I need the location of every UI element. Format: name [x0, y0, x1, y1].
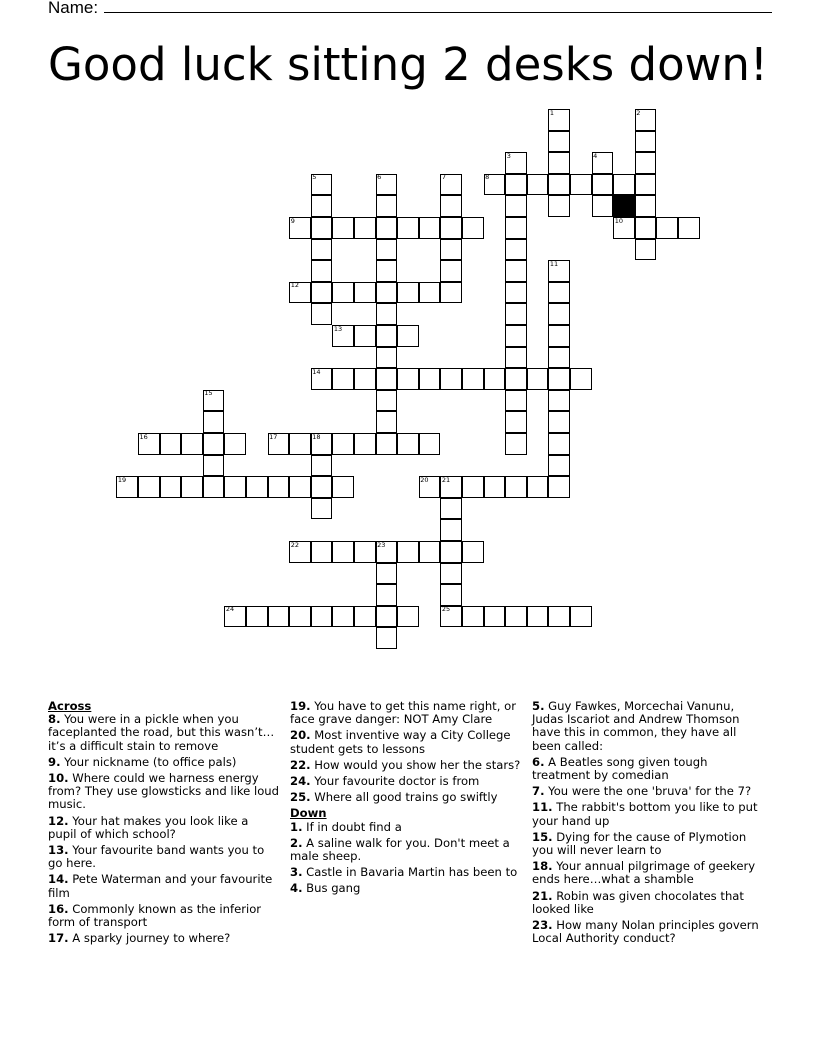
grid-cell[interactable]: [311, 606, 333, 628]
clue-text: Your annual pilgrimage of geekery ends here…what a shamble: [532, 859, 756, 887]
clue-item: [290, 837, 522, 863]
clue-item: [48, 815, 280, 841]
grid-cell[interactable]: [635, 174, 657, 196]
clue-number-9: 9: [290, 216, 295, 225]
clue-num: 10.: [48, 771, 69, 786]
grid-cell[interactable]: [484, 368, 506, 390]
clue-item: [48, 932, 280, 945]
grid-cell[interactable]: [548, 368, 570, 390]
grid-cell[interactable]: [332, 476, 354, 498]
clue-number-16: 16: [139, 432, 148, 441]
clue-num: 2.: [290, 835, 303, 850]
clue-item: [532, 785, 764, 798]
grid-cell[interactable]: [376, 217, 398, 239]
grid-cell[interactable]: [484, 606, 506, 628]
clue-number-11: 11: [549, 259, 559, 268]
grid-cell[interactable]: [505, 325, 527, 347]
grid-cell[interactable]: [440, 282, 462, 304]
grid-cell[interactable]: [376, 411, 398, 433]
clue-text: Castle in Bavaria Martin has been to: [306, 865, 518, 880]
clue-num: 16.: [48, 901, 69, 916]
clue-number-2: 2: [636, 108, 641, 117]
clue-num: 14.: [48, 872, 69, 887]
grid-cell[interactable]: [376, 303, 398, 325]
grid-cell[interactable]: [613, 174, 635, 196]
grid-cell[interactable]: [570, 174, 592, 196]
grid-cell[interactable]: [397, 606, 419, 628]
clue-num: 24.: [290, 774, 311, 789]
grid-cell[interactable]: [354, 606, 376, 628]
clue-number-20: 20: [420, 475, 429, 484]
clue-text: Your nickname (to office pals): [64, 754, 237, 769]
clue-text: A sparky journey to where?: [72, 931, 231, 946]
clue-text: Dying for the cause of Plymotion you will never learn to: [532, 829, 747, 858]
clue-item: [290, 700, 522, 726]
grid-cell[interactable]: [527, 368, 549, 390]
grid-cell[interactable]: [527, 174, 549, 196]
grid-cell[interactable]: [419, 433, 441, 455]
grid-cell[interactable]: [548, 433, 570, 455]
clue-num: 15.: [532, 829, 553, 844]
grid-cell[interactable]: [440, 498, 462, 520]
grid-cell[interactable]: [462, 541, 484, 563]
grid-cell[interactable]: [635, 217, 657, 239]
grid-cell[interactable]: [376, 606, 398, 628]
grid-cell[interactable]: [332, 541, 354, 563]
name-label: Name:: [48, 0, 99, 17]
grid-cell[interactable]: [376, 563, 398, 585]
grid-cell[interactable]: [570, 606, 592, 628]
clue-item: [532, 831, 764, 857]
grid-cell[interactable]: [440, 239, 462, 261]
black-square: [613, 195, 635, 217]
grid-cell[interactable]: [181, 433, 203, 455]
clue-item: [290, 791, 522, 804]
clue-text: You were the one 'bruva' for the 7?: [548, 784, 752, 799]
grid-cell[interactable]: [376, 433, 398, 455]
clue-item: [290, 821, 522, 834]
grid-cell[interactable]: [160, 476, 182, 498]
clue-item: [48, 756, 280, 769]
grid-cell[interactable]: [332, 368, 354, 390]
clue-item: [290, 729, 522, 755]
clue-num: 19.: [290, 699, 311, 713]
clue-num: 21.: [532, 888, 553, 903]
grid-cell[interactable]: [354, 217, 376, 239]
grid-cell[interactable]: [376, 390, 398, 412]
grid-cell[interactable]: [505, 239, 527, 261]
grid-cell[interactable]: [203, 411, 225, 433]
across-heading: Across: [48, 699, 92, 713]
grid-cell[interactable]: [462, 368, 484, 390]
clue-num: 3.: [290, 865, 303, 880]
clue-number-14: 14: [312, 367, 321, 376]
grid-cell[interactable]: [376, 260, 398, 282]
clue-item: [532, 860, 764, 886]
clue-num: 23.: [532, 918, 553, 933]
grid-cell[interactable]: [505, 282, 527, 304]
clue-item: [48, 772, 280, 812]
clue-item: [48, 903, 280, 929]
clue-item: [532, 756, 764, 782]
grid-cell[interactable]: [181, 476, 203, 498]
grid-cell[interactable]: [548, 347, 570, 369]
clue-number-25: 25: [441, 605, 451, 614]
clue-number-1: 1: [549, 108, 555, 117]
grid-cell[interactable]: [376, 239, 398, 261]
grid-cell[interactable]: [548, 174, 570, 196]
clue-number-17: 17: [269, 432, 278, 441]
clues-column-2: [290, 700, 522, 899]
grid-cell[interactable]: [505, 303, 527, 325]
grid-cell[interactable]: [440, 195, 462, 217]
clue-number-23: 23: [377, 540, 386, 549]
clue-item: [532, 919, 764, 945]
clue-text: A saline walk for you. Don't meet a male sheep.: [290, 835, 510, 864]
clue-number-4: 4: [593, 151, 598, 160]
grid-cell[interactable]: [376, 325, 398, 347]
grid-cell[interactable]: [548, 282, 570, 304]
grid-cell[interactable]: [592, 174, 614, 196]
grid-cell[interactable]: [505, 174, 527, 196]
clue-text: How would you show her the stars?: [314, 757, 521, 772]
grid-cell[interactable]: [462, 217, 484, 239]
clue-text: Guy Fawkes, Morcechai Vanunu, Judas Iscariot and Andrew Thomson have this in common, they have all been called:: [532, 699, 740, 753]
grid-cell[interactable]: [635, 239, 657, 261]
clue-item: [48, 873, 280, 899]
clue-number-15: 15: [204, 389, 213, 398]
grid-cell[interactable]: [505, 433, 527, 455]
grid-cell[interactable]: [656, 217, 678, 239]
grid-cell[interactable]: [160, 433, 182, 455]
clue-text: Commonly known as the inferior form of transport: [48, 901, 262, 930]
clue-item: [290, 775, 522, 788]
grid-cell[interactable]: [462, 476, 484, 498]
grid-cell[interactable]: [376, 347, 398, 369]
grid-cell[interactable]: [505, 217, 527, 239]
grid-cell[interactable]: [332, 217, 354, 239]
grid-cell[interactable]: [548, 152, 570, 174]
grid-cell[interactable]: [332, 433, 354, 455]
clue-num: 12.: [48, 813, 69, 828]
grid-cell[interactable]: [397, 433, 419, 455]
grid-cell[interactable]: [311, 476, 333, 498]
clue-num: 11.: [532, 800, 553, 815]
grid-cell[interactable]: [332, 282, 354, 304]
grid-cell[interactable]: [311, 217, 333, 239]
grid-cell[interactable]: [548, 390, 570, 412]
grid-cell[interactable]: [505, 411, 527, 433]
grid-cell[interactable]: [635, 195, 657, 217]
clue-item: [48, 713, 280, 753]
grid-cell[interactable]: [505, 390, 527, 412]
grid-cell[interactable]: [462, 606, 484, 628]
grid-cell[interactable]: [505, 606, 527, 628]
clue-item: [532, 890, 764, 916]
grid-cell[interactable]: [548, 325, 570, 347]
grid-cell[interactable]: [419, 368, 441, 390]
clue-item: [290, 866, 522, 879]
grid-cell[interactable]: [354, 282, 376, 304]
grid-cell[interactable]: [311, 303, 333, 325]
clue-num: 4.: [290, 881, 303, 896]
grid-cell[interactable]: [548, 411, 570, 433]
clue-number-6: 6: [377, 173, 382, 182]
grid-cell[interactable]: [505, 476, 527, 498]
grid-cell[interactable]: [440, 541, 462, 563]
clue-number-7: 7: [441, 173, 447, 182]
grid-cell[interactable]: [397, 325, 419, 347]
clue-number-5: 5: [312, 173, 317, 182]
grid-cell[interactable]: [527, 606, 549, 628]
clue-text: A Beatles song given tough treatment by comedian: [532, 754, 708, 783]
clue-number-12: 12: [290, 281, 299, 290]
grid-cell[interactable]: [354, 541, 376, 563]
clue-text: Your favourite band wants you to go here.: [48, 843, 265, 871]
clue-num: 18.: [532, 859, 553, 874]
grid-cell[interactable]: [376, 368, 398, 390]
grid-cell[interactable]: [505, 195, 527, 217]
clue-text: You have to get this name right, or face grave danger: NOT Amy Clare: [290, 699, 516, 727]
grid-cell[interactable]: [419, 217, 441, 239]
grid-cell[interactable]: [246, 606, 268, 628]
clue-item: [48, 844, 280, 870]
clue-text: The rabbit's bottom you like to put your hand up: [532, 800, 758, 828]
grid-cell[interactable]: [311, 282, 333, 304]
clue-text: Where could we harness energy from? They use glowsticks and like loud music.: [48, 771, 279, 812]
clue-text: Bus gang: [306, 881, 361, 896]
grid-cell[interactable]: [332, 606, 354, 628]
grid-cell[interactable]: [548, 476, 570, 498]
clue-text: If in doubt find a: [306, 819, 402, 834]
grid-cell[interactable]: [440, 368, 462, 390]
grid-cell[interactable]: [311, 239, 333, 261]
clue-number-19: 19: [117, 475, 127, 484]
grid-cell[interactable]: [505, 347, 527, 369]
grid-cell[interactable]: [592, 195, 614, 217]
grid-cell[interactable]: [440, 260, 462, 282]
clue-number-22: 22: [290, 540, 299, 549]
grid-cell[interactable]: [397, 282, 419, 304]
clue-text: Your favourite doctor is from: [314, 774, 480, 789]
grid-cell[interactable]: [311, 455, 333, 477]
grid-cell[interactable]: [203, 476, 225, 498]
grid-cell[interactable]: [419, 282, 441, 304]
grid-cell[interactable]: [548, 195, 570, 217]
grid-cell[interactable]: [440, 584, 462, 606]
down-heading: Down: [290, 806, 327, 821]
clue-text: Most inventive way a City College student gets to lessons: [290, 728, 511, 756]
grid-cell[interactable]: [311, 195, 333, 217]
grid-cell[interactable]: [289, 606, 311, 628]
grid-cell[interactable]: [289, 433, 311, 455]
grid-cell[interactable]: [289, 476, 311, 498]
grid-cell[interactable]: [268, 476, 290, 498]
grid-cell[interactable]: [548, 303, 570, 325]
grid-cell[interactable]: [419, 541, 441, 563]
grid-cell[interactable]: [376, 195, 398, 217]
grid-cell[interactable]: [376, 584, 398, 606]
clue-number-3: 3: [506, 151, 511, 160]
clues-column-3: [532, 700, 764, 948]
grid-cell[interactable]: [224, 433, 246, 455]
clue-num: 5.: [532, 699, 545, 713]
clue-number-18: 18: [312, 432, 321, 441]
grid-cell[interactable]: [138, 476, 160, 498]
grid-cell[interactable]: [224, 476, 246, 498]
grid-cell[interactable]: [440, 563, 462, 585]
clue-item: [532, 801, 764, 827]
grid-cell[interactable]: [354, 368, 376, 390]
clue-text: How many Nolan principles govern Local Authority conduct?: [532, 918, 759, 946]
clue-text: Your hat makes you look like a pupil of which school?: [48, 813, 249, 841]
grid-cell[interactable]: [397, 217, 419, 239]
grid-cell[interactable]: [268, 606, 290, 628]
clue-text: Where all good trains go swiftly: [314, 790, 498, 805]
grid-cell[interactable]: [440, 217, 462, 239]
clue-num: 7.: [532, 784, 545, 799]
clue-number-13: 13: [333, 324, 343, 333]
page-title: Good luck sitting 2 desks down!: [48, 38, 768, 91]
grid-cell[interactable]: [354, 325, 376, 347]
clue-num: 22.: [290, 757, 311, 772]
grid-cell[interactable]: [397, 541, 419, 563]
clues-column-1: [48, 700, 280, 948]
grid-cell[interactable]: [354, 433, 376, 455]
grid-cell[interactable]: [635, 131, 657, 153]
grid-cell[interactable]: [548, 606, 570, 628]
clue-number-8: 8: [485, 173, 490, 182]
clue-number-21: 21: [441, 475, 451, 484]
clue-num: 6.: [532, 754, 545, 769]
grid-cell[interactable]: [311, 498, 333, 520]
clue-text: Robin was given chocolates that looked like: [532, 888, 744, 916]
grid-cell[interactable]: [376, 627, 398, 649]
grid-cell[interactable]: [527, 476, 549, 498]
clue-num: 25.: [290, 790, 311, 805]
grid-cell[interactable]: [505, 260, 527, 282]
grid-cell[interactable]: [570, 368, 592, 390]
clue-text: Pete Waterman and your favourite film: [48, 872, 273, 900]
clue-num: 9.: [48, 754, 61, 769]
clue-item: [290, 759, 522, 772]
grid-cell[interactable]: [548, 455, 570, 477]
grid-cell[interactable]: [635, 152, 657, 174]
clue-text: You were in a pickle when you faceplanted the road, but this wasn’t…it’s a difficult stain to remove: [48, 712, 275, 753]
clue-num: 8.: [48, 712, 61, 727]
grid-cell[interactable]: [311, 541, 333, 563]
clue-number-24: 24: [225, 605, 235, 614]
grid-cell[interactable]: [678, 217, 700, 239]
grid-cell[interactable]: [548, 131, 570, 153]
grid-cell[interactable]: [203, 433, 225, 455]
clue-number-10: 10: [614, 216, 623, 225]
grid-cell[interactable]: [203, 455, 225, 477]
grid-cell[interactable]: [397, 368, 419, 390]
clue-num: 20.: [290, 728, 311, 743]
clue-num: 17.: [48, 931, 69, 946]
clue-num: 13.: [48, 843, 69, 858]
grid-cell[interactable]: [311, 260, 333, 282]
grid-cell[interactable]: [246, 476, 268, 498]
grid-cell[interactable]: [484, 476, 506, 498]
grid-cell[interactable]: [505, 368, 527, 390]
grid-cell[interactable]: [440, 519, 462, 541]
clue-num: 1.: [290, 819, 303, 834]
clue-item: [290, 882, 522, 895]
clue-item: [532, 700, 764, 753]
grid-cell[interactable]: [376, 282, 398, 304]
